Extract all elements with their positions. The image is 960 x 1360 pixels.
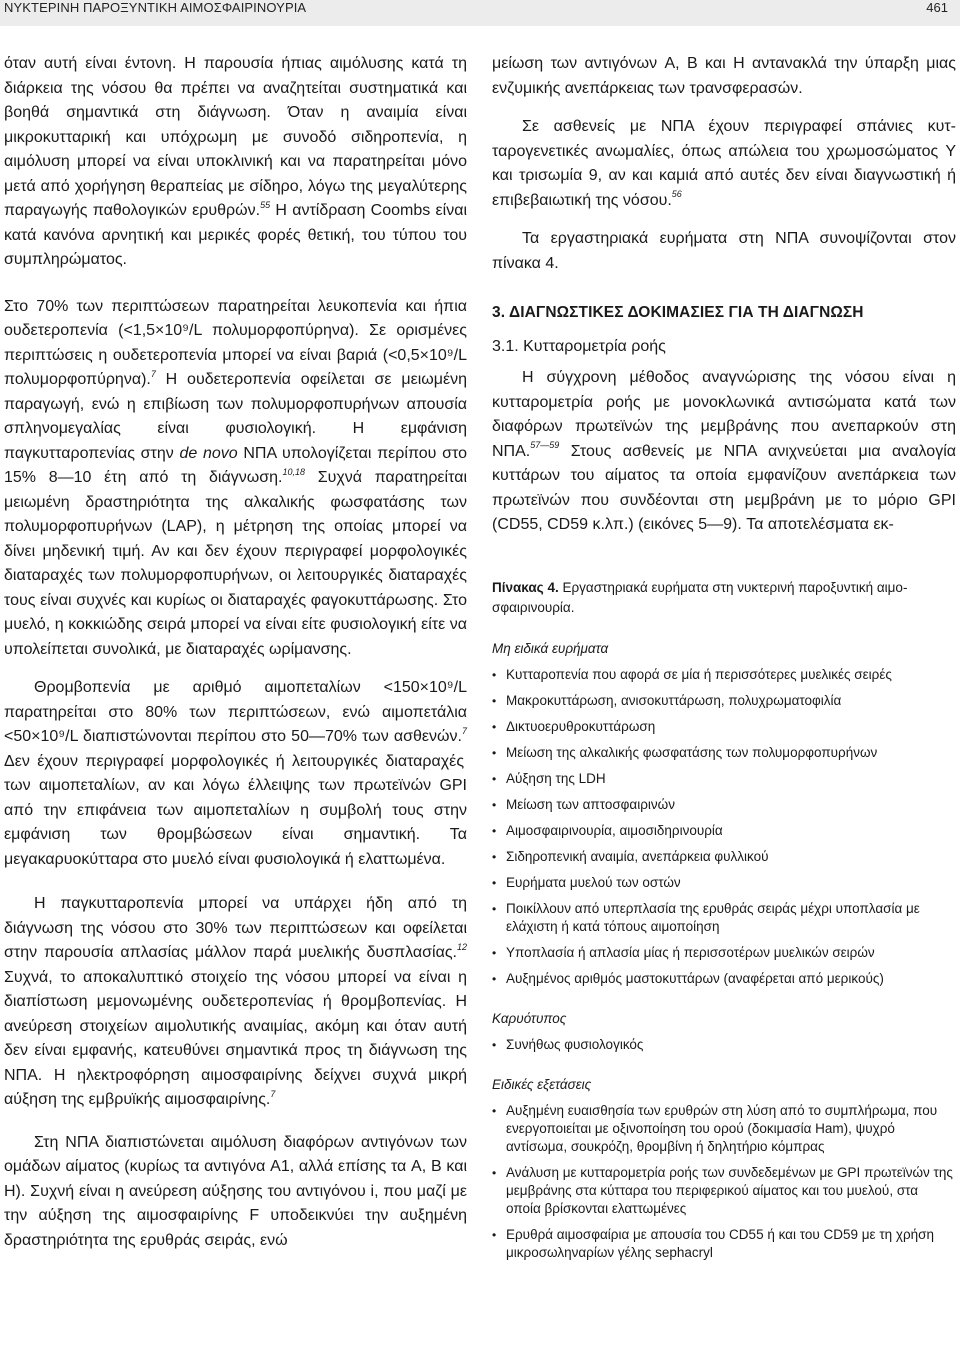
- section-heading: 3. ΔΙΑΓΝΩΣΤΙΚΕΣ ΔΟΚΙΜΑΣΙΕΣ ΓΙΑ ΤΗ ΔΙΑΓΝΩΣΗ: [492, 304, 864, 321]
- table-4: [492, 578, 956, 1262]
- running-header: [0, 0, 960, 26]
- list-item: • Ποικίλλουν από υπερπλασία της ερυθράς σειράς μέχρι υποπλασία με ελάχιστη ή κατά τόπους αιμοποίηση: [492, 900, 956, 936]
- paragraph-lab-summary: Τα εργαστηριακά ευρήματα στη ΝΠΑ συνοψίζονται στον πίνακα 4.: [492, 230, 956, 272]
- paragraph-pancytopenia: Η παγκυτταροπενία μπορεί να υπάρχει ήδη από τη διάγνωση της νόσου στο 30% των περιπτώσεων και οφείλεται στην παρουσία απλασίας μάλλον παρά μυελικής δυσπλασίας.$^{12}$ Συχνά, το αποκαλυπτικό στοιχείο της νόσου μπορεί να είναι η διαπίστωση μεμονωμένης ουδετεροπενίας ή θρομβοπενίας. Η ανεύρεση στοιχείων αιμολυτικής αναιμίας, ακόμη και όταν αυτή δεν είναι εμφανής, κατευθύνει σημαντικά προς τη διάγνωση της ΝΠΑ. Η ηλεκτροφόρηση αιμοσφαιρίνης δείχνει συχνά μικρή αύξηση της εμβρυϊκής αιμοσφαιρίνης.$^7$: [4, 895, 467, 1108]
- left-column: [4, 52, 467, 1253]
- table-list-nonspecific: [492, 666, 956, 988]
- paragraph-neutropenia: Στο 70% των περιπτώσεων παρατηρείται λευκοπενία και ήπια ουδετεροπενία (<1,5×10⁹/L πολυμορφοπύρηνα). Σε ορισμένες περιπτώσεις η ουδετεροπενία μπορεί να είναι βαριά (<0,5×10⁹/L πολυμορφοπύρηνα).$^7$ Η ουδετεροπενία οφείλεται σε μειωμένη παραγωγή, ενώ η επιβίωση των πολυμορφοπυρήνων απουσία σπληνομεγαλίας είναι φυσιολογική. Η εμφάνιση παγκυτταροπενίας στην de novo ΝΠΑ υπολογίζεται περίπου στο 15% 8—10 έτη από τη διάγνωση.$^{10,18}$ Συχνά παρατηρείται μειωμένη δραστηριότητα της αλκαλικής φωσφατάσης των πολυμορφοπυρήνων (LAP), η μέτρηση της οποίας μπορεί να δίνει μηδενική τιμή. Αν και δεν έχουν περιγραφεί μορφολογικές διαταραχές των πολυμορφοπυρήνων, οι λειτουργικές διαταραχές τους είναι συχνές και κυρίως οι διαταραχές φαγοκυττάρωσης. Στο μυελό, η κοκκιώδης σειρά μπορεί να είναι είτε φυσιολογική είτε να υπολείπεται συνολικά, με διαταραχές ωρίμανσης.: [4, 297, 468, 658]
- paragraph-blood-antigens: Στη ΝΠΑ διαπιστώνεται αιμόλυση διαφόρων αντιγόνων των ομάδων αίματος (κυρίως τα αντιγόνα A1, αλλά επίσης τα A, B και H). Συχνή είναι η ανεύρεση αύξησης του αντιγόνου i, που μαζί με την αύξηση της αιμοσφαιρίνης F υποδεικνύει την αυξημένη δραστηριότητα της ερυθράς σειράς, ενώ: [4, 1133, 467, 1249]
- table-caption: Πίνακας 4. Εργαστηριακά ευρήματα στη νυκτερινή παροξυντική αιμοσφαιρινουρία.: [492, 579, 908, 615]
- citation: 55: [260, 199, 271, 210]
- table-label: Πίνακας 4.: [492, 579, 559, 595]
- list-item: • Ερυθρά αιμοσφαίρια με απουσία του CD55 ή και του CD59 με τη χρήση μικροσωληναρίων γέλης sephacryl: [492, 1226, 956, 1262]
- list-item: • Μείωση της αλκαλικής φωσφατάσης των πολυμορφοπυρήνων: [492, 744, 956, 762]
- running-title: ΝΥΚΤΕΡΙΝΗ ΠΑΡΟΞΥΝΤΙΚΗ ΑΙΜΟΣΦΑΙΡΙΝΟΥΡΙΑ: [4, 0, 307, 15]
- citation: 7: [270, 1088, 276, 1099]
- citation: 7: [150, 368, 156, 379]
- list-item: • Κυτταροπενία που αφορά σε μία ή περισσότερες μυελικές σειρές: [492, 666, 956, 684]
- list-item: • Μακροκυττάρωση, ανισοκυττάρωση, πολυχρωματοφιλία: [492, 692, 956, 710]
- citation: 7: [461, 725, 467, 736]
- citation: 12: [456, 941, 467, 952]
- list-item: • Αιμοσφαιρινουρία, αιμοσιδηρινουρία: [492, 822, 956, 840]
- paragraph-cytogenetics: Σε ασθενείς με ΝΠΑ έχουν περιγραφεί σπάνιες κυτταρογενετικές ανωμαλίες, όπως απώλεια του χρωμοσώματος Y και τρισωμία 9, αν και καμιά από αυτές δεν είναι διαγνωστική ή επιβεβαιωτική της νόσου.$^{56}$: [492, 118, 956, 209]
- table-list-karyotype: [492, 1036, 956, 1054]
- table-section-title: Ειδικές εξετάσεις: [492, 1076, 592, 1092]
- paragraph-hemolysis: όταν αυτή είναι έντονη. Η παρουσία ήπιας αιμόλυσης κατά τη διάρκεια της νόσου θα πρέπει να αναζητείται συστηματικά και βοηθά σημαντικά στη διάγνωση. Όταν η αναιμία είναι μικροκυτταρική και υπόχρωμη με συνοδό σιδηροπενία, η αιμόλυση μπορεί να είναι υποκλινική και να παρατηρείται μόνο μετά από χορήγηση θεραπείας με σίδηρο, λόγω της μεγαλύτερης παραγωγής παθολογικών ερυθρών.$^{55}$ Η αντίδραση Coombs είναι κατά κανόνα αρνητική και μερικές φορές θετική, του τύπου του συμπληρώματος.: [4, 55, 468, 268]
- list-item: • Δικτυοερυθροκυττάρωση: [492, 718, 956, 736]
- page-number: 461: [926, 0, 948, 15]
- list-item: • Σιδηροπενική αναιμία, ανεπάρκεια φυλλικού: [492, 848, 956, 866]
- list-item: • Αυξημένος αριθμός μαστοκυττάρων (αναφέρεται από μερικούς): [492, 970, 956, 988]
- italic-term: de novo: [179, 444, 238, 462]
- list-item: • Ευρήματα μυελού των οστών: [492, 874, 956, 892]
- table-section-title: Μη ειδικά ευρήματα: [492, 640, 609, 656]
- citation: 56: [671, 189, 682, 200]
- table-section-title: Καρυότυπος: [492, 1010, 567, 1026]
- subsection-heading: 3.1. Κυτταρομετρία ροής: [492, 338, 666, 355]
- paragraph-flow-cytometry: Η σύγχρονη μέθοδος αναγνώρισης της νόσου είναι η κυτταρομετρία ροής με μονοκλωνικά αντισώματα κατά των διαφόρων πρωτεϊνών της μεμβράνης που ανεπαρκούν στη ΝΠΑ.$^{57—59}$ Στους ασθενείς με ΝΠΑ ανιχνεύεται μια αναλογία κυττάρων του αίματος τα οποία εμφανίζουν ανεπάρκεια των πρωτεϊνών που συνδέονται στη μεμβράνη με το μόριο GPI (CD55, CD59 κ.λπ.) (εικόνες 5—9). Τα αποτελέσματα εκ-: [492, 369, 956, 533]
- table-list-specific: [492, 1102, 956, 1262]
- list-item: • Υποπλασία ή απλασία μίας ή περισσοτέρων μυελικών σειρών: [492, 944, 956, 962]
- right-column: [492, 52, 956, 1270]
- citation: 57—59: [530, 440, 560, 451]
- paragraph-transferases: μείωση των αντιγόνων A, B και H αντανακλά την ύπαρξη μιας ενζυμικής ανεπάρκειας των τρανσφερασών.: [492, 55, 956, 97]
- list-item: • Ανάλυση με κυτταρομετρία ροής των συνδεδεμένων με GPI πρωτεϊνών της μεμβράνης στα κύτταρα του περιφερικού αίματος και του μυελού, στα οποία βρίσκονται ελαττωμένες: [492, 1164, 956, 1218]
- list-item: • Αυξημένη ευαισθησία των ερυθρών στη λύση από το συμπλήρωμα, που ενεργοποιείται με οξινοποίηση του ορού (δοκιμασία Ham), ψυχρό αντίσωμα, σουκρόζη, θρομβίνη ή δηλητήριο κόμπρας: [492, 1102, 956, 1156]
- list-item: • Αύξηση της LDH: [492, 770, 956, 788]
- list-item: • Μείωση των απτοσφαιρινών: [492, 796, 956, 814]
- list-item: • Συνήθως φυσιολογικός: [492, 1036, 956, 1054]
- citation: 10,18: [282, 466, 305, 477]
- paragraph-thrombocytopenia: Θρομβοπενία με αριθμό αιμοπεταλίων <150×10⁹/L παρατηρείται στο 80% των περιπτώσεων, ενώ αιμοπετάλια <50×10⁹/L διαπιστώνονται περίπου στο 50—70% των ασθενών.$^7$ Δεν έχουν περιγραφεί μορφολογικές ή λειτουργικές διαταραχές των αιμοπεταλίων, αν και λόγω έλλειψης των πρωτεϊνών GPI από την επιφάνεια των αιμοπεταλίων η συμβολή τους στην εμφάνιση των θρομβώσεων είναι σημαντική. Τα μεγακαρυοκύτταρα στο μυελό είναι φυσιολογικά ή ελαττωμένα.: [4, 679, 467, 868]
